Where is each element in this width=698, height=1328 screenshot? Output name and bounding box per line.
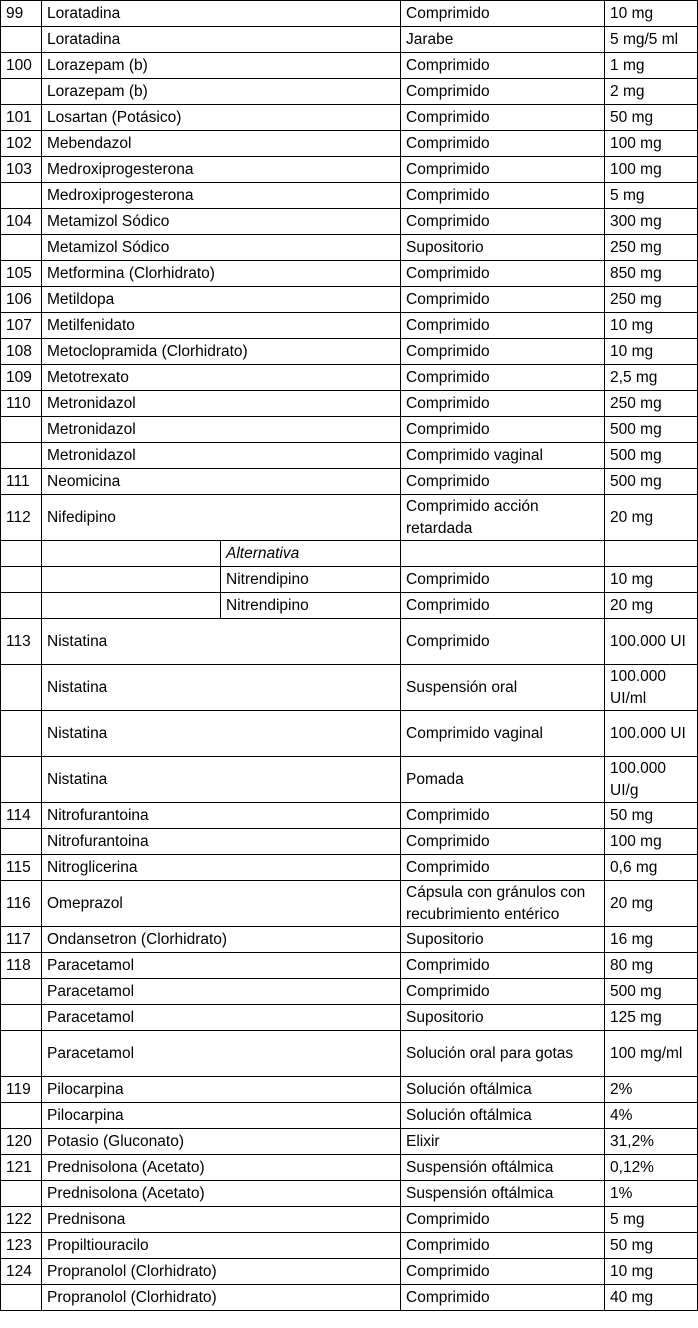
item-number: 114 bbox=[1, 803, 42, 829]
dosage-form: Suspensión oftálmica bbox=[401, 1155, 605, 1181]
drug-name: Metamizol Sódico bbox=[42, 235, 401, 261]
strength: 100.000 UI bbox=[605, 711, 698, 757]
drug-name: Prednisolona (Acetato) bbox=[42, 1181, 401, 1207]
item-number bbox=[1, 27, 42, 53]
dosage-form: Comprimido bbox=[401, 79, 605, 105]
drug-name: Metildopa bbox=[42, 287, 401, 313]
drug-name bbox=[42, 541, 221, 567]
item-number: 117 bbox=[1, 927, 42, 953]
dosage-form: Comprimido bbox=[401, 157, 605, 183]
drug-name: Medroxiprogesterona bbox=[42, 183, 401, 209]
dosage-form: Comprimido bbox=[401, 183, 605, 209]
drug-name: Propranolol (Clorhidrato) bbox=[42, 1285, 401, 1311]
table-row bbox=[1, 53, 698, 79]
item-number: 104 bbox=[1, 209, 42, 235]
drug-name: Lorazepam (b) bbox=[42, 79, 401, 105]
drug-name: Paracetamol bbox=[42, 979, 401, 1005]
dosage-form: Comprimido bbox=[401, 261, 605, 287]
item-number bbox=[1, 829, 42, 855]
drug-name: Metformina (Clorhidrato) bbox=[42, 261, 401, 287]
table-row bbox=[1, 927, 698, 953]
drug-name: Metronidazol bbox=[42, 417, 401, 443]
table-row bbox=[1, 261, 698, 287]
drug-name bbox=[42, 593, 221, 619]
table-row bbox=[1, 829, 698, 855]
drug-name: Metronidazol bbox=[42, 443, 401, 469]
table-row bbox=[1, 365, 698, 391]
table-row bbox=[1, 711, 698, 757]
table-row bbox=[1, 1, 698, 27]
strength: 850 mg bbox=[605, 261, 698, 287]
dosage-form bbox=[401, 541, 605, 567]
strength bbox=[605, 541, 698, 567]
strength: 300 mg bbox=[605, 209, 698, 235]
item-number bbox=[1, 417, 42, 443]
item-number: 100 bbox=[1, 53, 42, 79]
dosage-form: Comprimido vaginal bbox=[401, 443, 605, 469]
table-row bbox=[1, 1233, 698, 1259]
dosage-form: Comprimido bbox=[401, 313, 605, 339]
drug-name: Pilocarpina bbox=[42, 1077, 401, 1103]
table-row bbox=[1, 339, 698, 365]
strength: 100 mg bbox=[605, 157, 698, 183]
drug-name: Mebendazol bbox=[42, 131, 401, 157]
item-number: 124 bbox=[1, 1259, 42, 1285]
dosage-form: Comprimido bbox=[401, 417, 605, 443]
strength: 16 mg bbox=[605, 927, 698, 953]
item-number bbox=[1, 443, 42, 469]
item-number bbox=[1, 979, 42, 1005]
table-row bbox=[1, 209, 698, 235]
strength: 500 mg bbox=[605, 979, 698, 1005]
drug-name: Potasio (Gluconato) bbox=[42, 1129, 401, 1155]
dosage-form: Comprimido bbox=[401, 287, 605, 313]
dosage-form: Supositorio bbox=[401, 927, 605, 953]
table-row bbox=[1, 567, 698, 593]
drug-name: Paracetamol bbox=[42, 1005, 401, 1031]
strength: 100 mg/ml bbox=[605, 1031, 698, 1077]
item-number: 118 bbox=[1, 953, 42, 979]
table-row bbox=[1, 1103, 698, 1129]
dosage-form: Comprimido bbox=[401, 593, 605, 619]
drug-name: Metilfenidato bbox=[42, 313, 401, 339]
drug-name: Nitrofurantoina bbox=[42, 829, 401, 855]
strength: 100.000 UI/g bbox=[605, 757, 698, 803]
item-number: 101 bbox=[1, 105, 42, 131]
drug-name: Loratadina bbox=[42, 27, 401, 53]
table-row bbox=[1, 469, 698, 495]
strength: 80 mg bbox=[605, 953, 698, 979]
item-number: 121 bbox=[1, 1155, 42, 1181]
drug-name: Medroxiprogesterona bbox=[42, 157, 401, 183]
item-number: 107 bbox=[1, 313, 42, 339]
item-number: 102 bbox=[1, 131, 42, 157]
item-number bbox=[1, 1181, 42, 1207]
table-row bbox=[1, 1259, 698, 1285]
table-row bbox=[1, 235, 698, 261]
table-row bbox=[1, 105, 698, 131]
drug-name: Losartan (Potásico) bbox=[42, 105, 401, 131]
strength: 250 mg bbox=[605, 235, 698, 261]
dosage-form: Pomada bbox=[401, 757, 605, 803]
drug-name: Nifedipino bbox=[42, 495, 401, 541]
strength: 500 mg bbox=[605, 417, 698, 443]
item-number bbox=[1, 711, 42, 757]
table-row bbox=[1, 183, 698, 209]
drug-name: Pilocarpina bbox=[42, 1103, 401, 1129]
drug-name: Loratadina bbox=[42, 1, 401, 27]
drug-name: Nistatina bbox=[42, 619, 401, 665]
dosage-form: Jarabe bbox=[401, 27, 605, 53]
item-number: 112 bbox=[1, 495, 42, 541]
strength: 10 mg bbox=[605, 1259, 698, 1285]
strength: 100 mg bbox=[605, 829, 698, 855]
dosage-form: Comprimido bbox=[401, 855, 605, 881]
strength: 10 mg bbox=[605, 313, 698, 339]
drug-name: Nistatina bbox=[42, 711, 401, 757]
dosage-form: Supositorio bbox=[401, 1005, 605, 1031]
table-row bbox=[1, 665, 698, 711]
dosage-form: Comprimido bbox=[401, 1, 605, 27]
strength: 100.000 UI bbox=[605, 619, 698, 665]
table-row bbox=[1, 541, 698, 567]
item-number: 113 bbox=[1, 619, 42, 665]
item-number: 123 bbox=[1, 1233, 42, 1259]
drug-name: Nitroglicerina bbox=[42, 855, 401, 881]
dosage-form: Comprimido bbox=[401, 953, 605, 979]
table-row bbox=[1, 1031, 698, 1077]
drug-name: Ondansetron (Clorhidrato) bbox=[42, 927, 401, 953]
drug-name: Omeprazol bbox=[42, 881, 401, 927]
table-row bbox=[1, 417, 698, 443]
drug-name: Propiltiouracilo bbox=[42, 1233, 401, 1259]
strength: 500 mg bbox=[605, 469, 698, 495]
item-number: 111 bbox=[1, 469, 42, 495]
drug-name: Lorazepam (b) bbox=[42, 53, 401, 79]
item-number: 116 bbox=[1, 881, 42, 927]
item-number bbox=[1, 183, 42, 209]
dosage-form: Comprimido bbox=[401, 339, 605, 365]
strength: 0,12% bbox=[605, 1155, 698, 1181]
strength: 20 mg bbox=[605, 881, 698, 927]
strength: 31,2% bbox=[605, 1129, 698, 1155]
table-row bbox=[1, 157, 698, 183]
drug-name: Metotrexato bbox=[42, 365, 401, 391]
dosage-form: Supositorio bbox=[401, 235, 605, 261]
item-number bbox=[1, 1031, 42, 1077]
drug-name: Neomicina bbox=[42, 469, 401, 495]
item-number: 103 bbox=[1, 157, 42, 183]
table-row bbox=[1, 593, 698, 619]
table-row bbox=[1, 1005, 698, 1031]
table-row bbox=[1, 287, 698, 313]
item-number bbox=[1, 235, 42, 261]
dosage-form: Elixir bbox=[401, 1129, 605, 1155]
strength: 10 mg bbox=[605, 339, 698, 365]
dosage-form: Comprimido bbox=[401, 1233, 605, 1259]
dosage-form: Comprimido bbox=[401, 53, 605, 79]
strength: 250 mg bbox=[605, 391, 698, 417]
item-number bbox=[1, 757, 42, 803]
dosage-form: Comprimido bbox=[401, 979, 605, 1005]
table-row bbox=[1, 881, 698, 927]
item-number: 122 bbox=[1, 1207, 42, 1233]
table-row bbox=[1, 1077, 698, 1103]
dosage-form: Comprimido bbox=[401, 1259, 605, 1285]
alternative-drug-name: Nitrendipino bbox=[221, 567, 401, 593]
alternative-drug-name: Nitrendipino bbox=[221, 593, 401, 619]
item-number bbox=[1, 541, 42, 567]
dosage-form: Solución oftálmica bbox=[401, 1103, 605, 1129]
dosage-form: Solución oral para gotas bbox=[401, 1031, 605, 1077]
item-number bbox=[1, 1285, 42, 1311]
strength: 100.000 UI/ml bbox=[605, 665, 698, 711]
item-number bbox=[1, 593, 42, 619]
item-number: 120 bbox=[1, 1129, 42, 1155]
dosage-form: Comprimido acción retardada bbox=[401, 495, 605, 541]
drug-name: Paracetamol bbox=[42, 953, 401, 979]
item-number bbox=[1, 79, 42, 105]
table-row bbox=[1, 79, 698, 105]
drug-name: Prednisolona (Acetato) bbox=[42, 1155, 401, 1181]
strength: 0,6 mg bbox=[605, 855, 698, 881]
table-row bbox=[1, 855, 698, 881]
item-number: 99 bbox=[1, 1, 42, 27]
item-number: 109 bbox=[1, 365, 42, 391]
drug-name: Propranolol (Clorhidrato) bbox=[42, 1259, 401, 1285]
drug-name: Metronidazol bbox=[42, 391, 401, 417]
item-number bbox=[1, 567, 42, 593]
drug-name: Nistatina bbox=[42, 757, 401, 803]
item-number bbox=[1, 1103, 42, 1129]
strength: 5 mg bbox=[605, 183, 698, 209]
strength: 50 mg bbox=[605, 105, 698, 131]
strength: 125 mg bbox=[605, 1005, 698, 1031]
strength: 1 mg bbox=[605, 53, 698, 79]
table-row bbox=[1, 443, 698, 469]
table-row bbox=[1, 1129, 698, 1155]
dosage-form: Comprimido vaginal bbox=[401, 711, 605, 757]
drug-name: Paracetamol bbox=[42, 1031, 401, 1077]
strength: 2% bbox=[605, 1077, 698, 1103]
table-row bbox=[1, 27, 698, 53]
dosage-form: Comprimido bbox=[401, 391, 605, 417]
strength: 250 mg bbox=[605, 287, 698, 313]
item-number: 105 bbox=[1, 261, 42, 287]
dosage-form: Comprimido bbox=[401, 1207, 605, 1233]
dosage-form: Comprimido bbox=[401, 1285, 605, 1311]
drug-name: Metamizol Sódico bbox=[42, 209, 401, 235]
item-number: 115 bbox=[1, 855, 42, 881]
table-row bbox=[1, 1181, 698, 1207]
dosage-form: Comprimido bbox=[401, 105, 605, 131]
drug-name: Nistatina bbox=[42, 665, 401, 711]
drug-name: Nitrofurantoina bbox=[42, 803, 401, 829]
strength: 10 mg bbox=[605, 1, 698, 27]
strength: 500 mg bbox=[605, 443, 698, 469]
table-row bbox=[1, 495, 698, 541]
drug-name: Prednisona bbox=[42, 1207, 401, 1233]
dosage-form: Comprimido bbox=[401, 619, 605, 665]
dosage-form: Comprimido bbox=[401, 209, 605, 235]
item-number: 119 bbox=[1, 1077, 42, 1103]
item-number: 106 bbox=[1, 287, 42, 313]
dosage-form: Cápsula con gránulos con recubrimiento entérico bbox=[401, 881, 605, 927]
dosage-form: Suspensión oral bbox=[401, 665, 605, 711]
drug-name: Metoclopramida (Clorhidrato) bbox=[42, 339, 401, 365]
strength: 10 mg bbox=[605, 567, 698, 593]
strength: 2 mg bbox=[605, 79, 698, 105]
strength: 20 mg bbox=[605, 593, 698, 619]
dosage-form: Comprimido bbox=[401, 803, 605, 829]
drug-name bbox=[42, 567, 221, 593]
strength: 50 mg bbox=[605, 1233, 698, 1259]
table-row bbox=[1, 1207, 698, 1233]
table-row bbox=[1, 1155, 698, 1181]
strength: 5 mg/5 ml bbox=[605, 27, 698, 53]
table-row bbox=[1, 803, 698, 829]
table-row bbox=[1, 131, 698, 157]
table-row bbox=[1, 391, 698, 417]
alternative-label: Alternativa bbox=[221, 541, 401, 567]
medication-table-body bbox=[1, 1, 698, 1311]
dosage-form: Comprimido bbox=[401, 567, 605, 593]
dosage-form: Comprimido bbox=[401, 365, 605, 391]
strength: 1% bbox=[605, 1181, 698, 1207]
strength: 40 mg bbox=[605, 1285, 698, 1311]
table-row bbox=[1, 757, 698, 803]
table-row bbox=[1, 979, 698, 1005]
table-row bbox=[1, 953, 698, 979]
item-number: 108 bbox=[1, 339, 42, 365]
item-number bbox=[1, 665, 42, 711]
dosage-form: Solución oftálmica bbox=[401, 1077, 605, 1103]
table-row bbox=[1, 1285, 698, 1311]
strength: 5 mg bbox=[605, 1207, 698, 1233]
dosage-form: Suspensión oftálmica bbox=[401, 1181, 605, 1207]
table-row bbox=[1, 619, 698, 665]
strength: 100 mg bbox=[605, 131, 698, 157]
strength: 2,5 mg bbox=[605, 365, 698, 391]
strength: 50 mg bbox=[605, 803, 698, 829]
dosage-form: Comprimido bbox=[401, 829, 605, 855]
item-number bbox=[1, 1005, 42, 1031]
table-row bbox=[1, 313, 698, 339]
strength: 4% bbox=[605, 1103, 698, 1129]
strength: 20 mg bbox=[605, 495, 698, 541]
dosage-form: Comprimido bbox=[401, 469, 605, 495]
dosage-form: Comprimido bbox=[401, 131, 605, 157]
item-number: 110 bbox=[1, 391, 42, 417]
